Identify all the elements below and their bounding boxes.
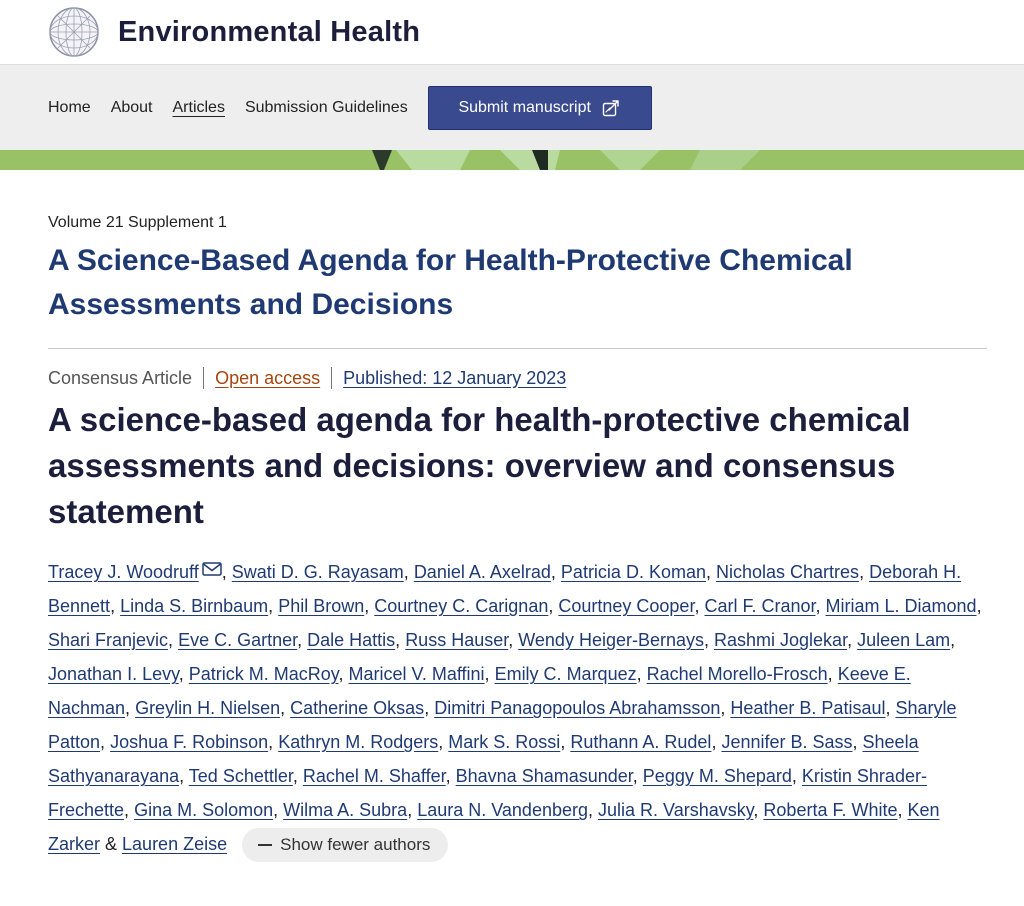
author-item: Tracey J. Woodruff , [48,562,232,582]
author-link[interactable]: Peggy M. Shepard [642,766,792,786]
mail-icon[interactable] [202,562,222,576]
author-link[interactable]: Wilma A. Subra [283,800,408,820]
author-item: Heather B. Patisaul, [730,698,896,718]
author-item: Dale Hattis, [307,630,406,650]
author-link[interactable]: Courtney C. Carignan [374,596,549,616]
author-item: Ted Schettler, [188,766,303,786]
author-item: Rachel M. Shaffer, [302,766,456,786]
minus-icon [258,844,272,846]
author-item: Jennifer B. Sass, [721,732,863,752]
author-link[interactable]: Kristin Shrader-Frechette [48,766,927,820]
author-link[interactable]: Sheela Sathyanarayana [48,732,919,786]
nav-submission-guidelines[interactable]: Submission Guidelines [244,98,408,116]
author-item: Greylin H. Nielsen, [135,698,291,718]
author-link[interactable]: Russ Hauser [405,630,509,650]
nav-articles[interactable]: Articles [172,98,225,116]
author-link[interactable]: Roberta F. White [763,800,898,820]
author-link[interactable]: Nicholas Chartres [716,562,860,582]
author-link[interactable]: Laura N. Vandenberg [417,800,588,820]
author-item: Phil Brown, [278,596,375,616]
site-header [0,0,1024,64]
author-item: Miriam L. Diamond, [825,596,982,616]
author-link[interactable]: Miriam L. Diamond [825,596,977,616]
author-link[interactable]: Heather B. Patisaul [730,698,886,718]
author-item: Rachel Morello-Frosch, [646,664,838,684]
author-link[interactable]: Maricel V. Maffini [348,664,485,684]
author-link[interactable]: Courtney Cooper [558,596,695,616]
author-item: Emily C. Marquez, [494,664,647,684]
author-item: Laura N. Vandenberg, [417,800,599,820]
open-access-link[interactable]: Open access [215,367,321,388]
divider [48,348,987,349]
main-nav [0,64,1024,150]
author-link[interactable]: Juleen Lam [857,630,951,650]
author-link[interactable]: Catherine Oksas [290,698,425,718]
author-item: Wilma A. Subra, [283,800,418,820]
decorative-banner [0,150,1024,170]
author-item: Sheela Sathyanarayana, [48,732,919,786]
author-link[interactable]: Gina M. Solomon [134,800,274,820]
author-link[interactable]: Mark S. Rossi [448,732,561,752]
author-link[interactable]: Ruthann A. Rudel [570,732,712,752]
author-item: Patricia D. Koman, [560,562,716,582]
author-item: Mark S. Rossi, [448,732,571,752]
author-item [122,834,227,854]
show-fewer-label: Show fewer authors [280,835,431,855]
journal-name[interactable]: Environmental Health [118,15,421,48]
author-link[interactable]: Wendy Heiger-Bernays [518,630,704,650]
author-link[interactable]: Jonathan I. Levy [48,664,179,684]
author-item: Wendy Heiger-Bernays, [518,630,715,650]
article-header [0,170,1024,862]
author-item: Courtney Cooper, [558,596,705,616]
author-link[interactable]: Emily C. Marquez [494,664,637,684]
author-link[interactable]: Carl F. Cranor [704,596,816,616]
author-item: Russ Hauser, [405,630,519,650]
author-item: Kathryn M. Rodgers, [278,732,449,752]
meta-separator [331,367,332,389]
submit-manuscript-button[interactable] [428,86,652,130]
author-item: Eve C. Gartner, [178,630,308,650]
nav-about[interactable]: About [110,98,153,116]
author-link[interactable]: Greylin H. Nielsen [135,698,281,718]
author-link[interactable]: Dimitri Panagopoulos Abrahamsson [434,698,721,718]
author-link[interactable]: Tracey J. Woodruff [48,562,199,582]
author-item: Joshua F. Robinson, [110,732,279,752]
author-list [48,555,988,862]
author-item: Gina M. Solomon, [134,800,284,820]
author-link[interactable]: Julia R. Varshavsky [598,800,754,820]
author-link[interactable]: Lauren Zeise [122,834,228,854]
author-item: Swati D. G. Rayasam, [231,562,414,582]
nav-home[interactable]: Home [48,98,91,116]
author-item: Peggy M. Shepard, [642,766,802,786]
show-fewer-authors-button[interactable] [242,828,448,862]
author-item: Sharyle Patton, [48,698,957,752]
author-item: Roberta F. White, [763,800,908,820]
submit-manuscript-label: Submit manuscript [458,98,591,116]
author-item: Shari Franjevic, [48,630,179,650]
author-item: Bhavna Shamasunder, [455,766,643,786]
author-item: Daniel A. Axelrad, [413,562,561,582]
author-link[interactable]: Eve C. Gartner [178,630,298,650]
author-link[interactable]: Keeve E. Nachman [48,664,911,718]
author-item: Catherine Oksas, [290,698,435,718]
author-item: Julia R. Varshavsky, [598,800,764,820]
meta-separator [203,367,204,389]
author-link[interactable]: Phil Brown [278,596,365,616]
author-link[interactable]: Patricia D. Koman [560,562,706,582]
author-link[interactable]: Sharyle Patton [48,698,957,752]
author-link[interactable]: Dale Hattis [307,630,396,650]
author-link[interactable]: Ted Schettler [188,766,293,786]
external-link-icon [601,98,621,118]
author-item: Dimitri Panagopoulos Abrahamsson, [434,698,731,718]
author-item: Patrick M. MacRoy, [188,664,349,684]
published-date-link[interactable]: Published: 12 January 2023 [343,367,567,388]
author-item: Courtney C. Carignan, [374,596,559,616]
author-item: Keeve E. Nachman, [48,664,911,718]
author-link[interactable]: Deborah H. Bennett [48,562,962,616]
author-link[interactable]: Daniel A. Axelrad [413,562,551,582]
author-link[interactable]: Kathryn M. Rodgers [278,732,439,752]
author-link[interactable]: Swati D. G. Rayasam [231,562,404,582]
volume-label[interactable]: Volume 21 Supplement 1 [48,214,227,231]
author-link[interactable]: Rachel M. Shaffer [302,766,446,786]
author-conjunction: & [100,834,123,854]
author-item: Nicholas Chartres, [716,562,870,582]
author-link[interactable]: Rachel Morello-Frosch [646,664,828,684]
author-link[interactable]: Jennifer B. Sass [721,732,853,752]
author-link[interactable]: Rashmi Joglekar [714,630,848,650]
author-item: Linda S. Birnbaum, [120,596,279,616]
author-item: Maricel V. Maffini, [348,664,495,684]
author-link[interactable]: Ken Zarker [48,800,940,854]
article-title: A science-based agenda for health-protective chemical assessments and decisions: overview and consensus statement [48,401,911,530]
globe-logo-icon[interactable] [48,6,100,58]
article-meta [48,367,987,389]
author-item: Deborah H. Bennett, [48,562,962,616]
author-link[interactable]: Bhavna Shamasunder [455,766,633,786]
author-link[interactable]: Shari Franjevic [48,630,169,650]
collection-title[interactable]: A Science-Based Agenda for Health-Protective Chemical Assessments and Decisions [48,244,853,321]
author-item: Jonathan I. Levy, [48,664,189,684]
author-link[interactable]: Patrick M. MacRoy [188,664,339,684]
author-link[interactable]: Linda S. Birnbaum [120,596,269,616]
author-item: Rashmi Joglekar, [714,630,858,650]
author-item: Kristin Shrader-Frechette, [48,766,927,820]
author-item: Ruthann A. Rudel, [570,732,722,752]
author-link[interactable]: Joshua F. Robinson [110,732,269,752]
author-item: Juleen Lam, [857,630,956,650]
author-item: Carl F. Cranor, [704,596,826,616]
article-type: Consensus Article [48,367,193,388]
